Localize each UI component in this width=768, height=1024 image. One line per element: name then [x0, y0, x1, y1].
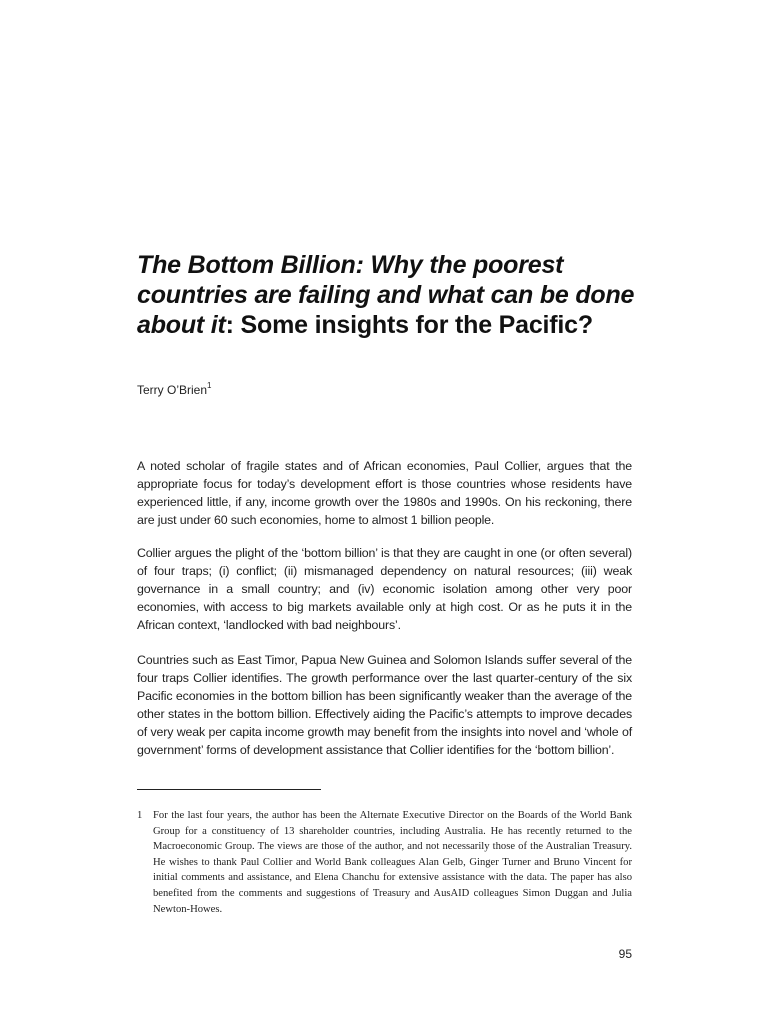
body-paragraph-1: A noted scholar of fragile states and of African economies, Paul Collier, argues that the appropriate focus for today’s development effort is those countries whose residents have experienced little, if any, income growth over the 1980s and 1990s. On his reckoning, there are just under 60 such economies, home to almost 1 billion people. [137, 459, 632, 527]
page-number: 95 [618, 947, 632, 961]
author-name: Terry O’Brien [137, 383, 208, 397]
article-title-subtitle: : Some insights for the Pacific? [225, 311, 593, 339]
footnote [137, 808, 632, 917]
body-paragraph-2: Collier argues the plight of the ‘bottom billion’ is that they are caught in one (or often several) of four traps; (i) conflict; (ii) mismanaged dependency on natural resources; (iii) weak governance in a small country; and (iv) economic isolation among other very poor economies, with access to big markets available only at high cost. Or as he puts it in the African context, ‘landlocked with bad neighbours’. [137, 546, 632, 632]
footnote-number: 1 [137, 810, 143, 821]
article-title-italic: The Bottom Billion: Why the poorest countries are failing and what can be done about it [137, 251, 635, 339]
author-footnote-mark: 1 [207, 381, 212, 390]
body-paragraph-3: Countries such as East Timor, Papua New Guinea and Solomon Islands suffer several of the four traps Collier identifies. The growth performance over the last quarter-century of the six Pacific economies in the bottom billion has been significantly weaker than the average of the other states in the bottom billion. Effectively aiding the Pacific’s attempts to improve decades of very weak per capita income growth may benefit from the insights into novel and ‘whole of government’ forms of development assistance that Collier identifies for the ‘bottom billion’. [137, 653, 632, 757]
footnote-divider [137, 789, 321, 790]
article-title [137, 250, 637, 340]
footnote-text: For the last four years, the author has been the Alternate Executive Director on the Boards of the World Bank Group for a constituency of 13 shareholder countries, including Australia. He has recently returned to the Macroeconomic Group. The views are those of the author, and not necessarily those of the Australian Treasury. He wishes to thank Paul Collier and World Bank colleagues Alan Gelb, Ginger Turner and Bruno Vincent for initial comments and assistance, and Elena Chanchu for extensive assistance with the data. The paper has also benefited from the comments and suggestions of Treasury and AusAID colleagues Simon Duggan and Julia Newton-Howes. [153, 810, 632, 915]
author-line [137, 382, 211, 397]
